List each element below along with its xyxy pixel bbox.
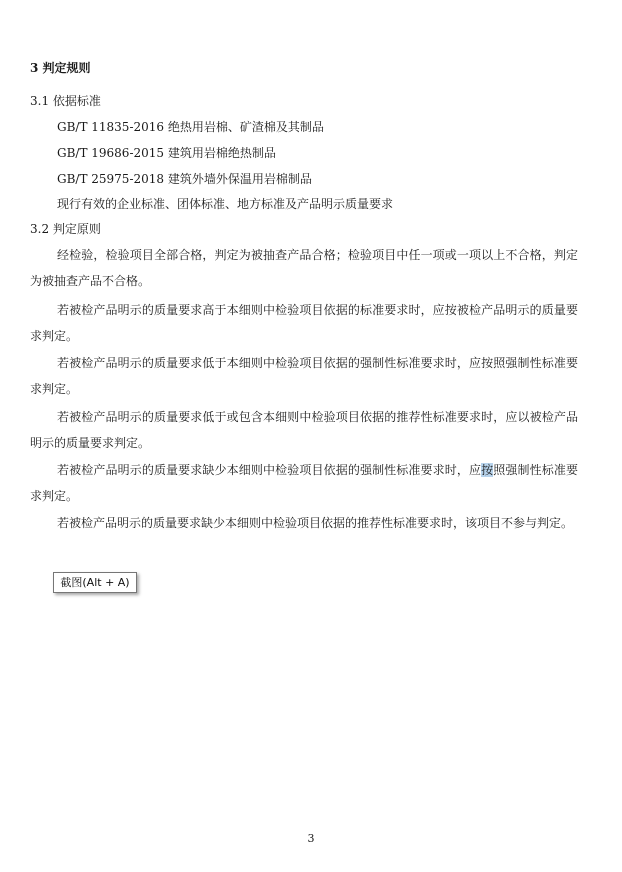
principle-paragraph: [30, 457, 578, 509]
principle-paragraph: 若被检产品明示的质量要求缺少本细则中检验项目依据的推荐性标准要求时，该项目不参与判定。: [57, 516, 574, 530]
text-selection[interactable]: 按: [481, 463, 494, 477]
standard-item: 现行有效的企业标准、团体标准、地方标准及产品明示质量要求: [57, 197, 394, 211]
screenshot-tooltip: 截图(Alt + A): [53, 572, 137, 593]
page-number: 3: [307, 832, 315, 845]
subsection-heading-basis: 3.1 依据标准: [30, 94, 101, 108]
section-heading: 3 判定规则: [30, 61, 91, 75]
standard-item: GB/T 25975-2018 建筑外墙外保温用岩棉制品: [57, 172, 312, 186]
principle-paragraph: 若被检产品明示的质量要求高于本细则中检验项目依据的标准要求时，应按被检产品明示的质量要求判定。: [30, 303, 578, 343]
principle-text: 照强制性标准要求判定。: [30, 463, 578, 503]
subsection-heading-principles: 3.2 判定原则: [30, 222, 101, 236]
principle-paragraph: 若被检产品明示的质量要求低于或包含本细则中检验项目依据的推荐性标准要求时，应以被检产品明示的质量要求判定。: [30, 410, 578, 450]
principle-paragraph: 经检验，检验项目全部合格，判定为被抽查产品合格；检验项目中任一项或一项以上不合格，判定为被抽查产品不合格。: [30, 248, 578, 288]
principle-paragraph: 若被检产品明示的质量要求低于本细则中检验项目依据的强制性标准要求时，应按照强制性标准要求判定。: [30, 356, 578, 396]
principle-text: 若被检产品明示的质量要求缺少本细则中检验项目依据的强制性标准要求时，应: [57, 463, 482, 477]
standard-item: GB/T 11835-2016 绝热用岩棉、矿渣棉及其制品: [57, 120, 324, 134]
standard-item: GB/T 19686-2015 建筑用岩棉绝热制品: [57, 146, 276, 160]
